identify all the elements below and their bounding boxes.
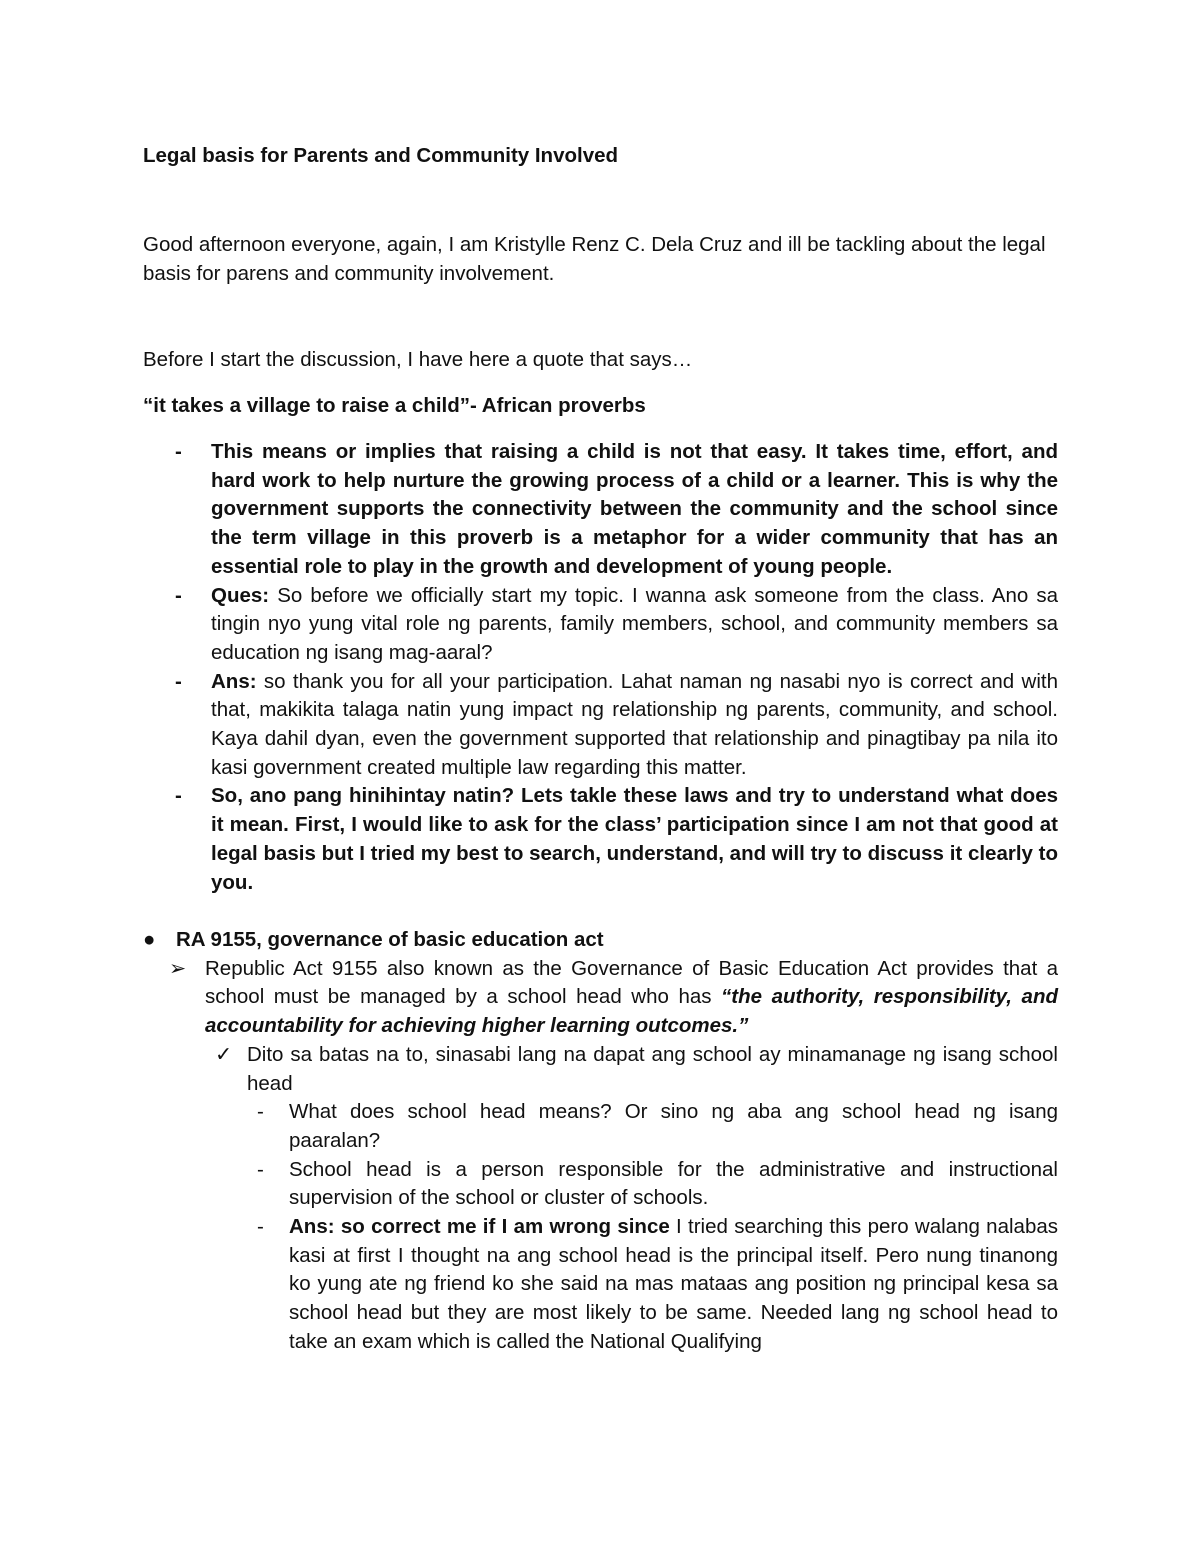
- list-item-text: What does school head means? Or sino ng aba ang school head ng isang paaralan?: [289, 1100, 1058, 1152]
- arrow-item-text: Republic Act 9155 also known as the Governance of Basic Education Act provides that a school must be managed by a school head who has: [205, 956, 1058, 1009]
- list-item: [143, 438, 1058, 582]
- dash-marker: -: [175, 440, 182, 463]
- list-item: [143, 1098, 1058, 1155]
- list-item: [143, 582, 1058, 668]
- dash-marker: -: [175, 784, 182, 808]
- list-item-text: I tried searching this pero walang nalabas kasi at first I thought na ang school head is the principal itself. Pero nung tinanong ko yung ate ng friend ko she said na mas mataas ang position ng principal kesa sa school head but they are most likely to be same. Needed lang ng school head to take an exam which is called the National Qualifying: [289, 1215, 1058, 1353]
- arrow-icon: ➢: [169, 956, 187, 980]
- before-paragraph: Before I start the discussion, I have here a quote that says…: [143, 348, 693, 371]
- dash-marker: -: [175, 583, 182, 607]
- list-item-lead: Ans: so correct me if I am wrong since: [289, 1215, 670, 1239]
- bullet-icon: ●: [143, 928, 156, 951]
- dash-marker: -: [257, 1215, 264, 1239]
- document-title: Legal basis for Parents and Community Involved: [143, 144, 619, 167]
- sub-dash-list: [143, 1098, 1058, 1356]
- list-item-text: So, ano pang hinihintay natin? Lets takle these laws and try to understand what does it mean. First, I would like to ask for the class’ participation since I am not that good at legal basis but I tried my best to search, understand, and will try to discuss it clearly to you.: [211, 784, 1058, 894]
- dash-marker: -: [257, 1157, 264, 1181]
- list-item: [143, 1156, 1058, 1213]
- list-item: [143, 1213, 1058, 1357]
- ra-9155-section: [143, 926, 1058, 1357]
- dash-list: [143, 438, 1058, 897]
- check-item-text: Dito sa batas na to, sinasabi lang na dapat ang school ay minamanage ng isang school head: [247, 1042, 1058, 1095]
- list-item-text: So before we officially start my topic. I wanna ask someone from the class. Ano sa tingin nyo yung vital role ng parents, family members, school, and community members sa education ng isang mag-aaral?: [211, 583, 1058, 664]
- list-item-lead: Ques:: [211, 583, 270, 607]
- list-item: [143, 668, 1058, 783]
- check-icon: ✓: [215, 1042, 233, 1066]
- section-heading-text: RA 9155, governance of basic education act: [176, 928, 604, 951]
- arrow-item: [143, 955, 1058, 1041]
- list-item-text: This means or implies that raising a child is not that easy. It takes time, effort, and hard work to help nurture the growing process of a child or a learner. This is why the government supports the connectivity between the community and the school since the term village in this proverb is a metaphor for a wider community that has an essential role to play in the growth and development of young people.: [211, 440, 1058, 578]
- list-item-lead: Ans:: [211, 669, 257, 693]
- quote-line: “it takes a village to raise a child”- African proverbs: [143, 394, 646, 417]
- arrow-item-quote: “the authority, responsibility, and accountability for achieving higher learning outcomes.”: [205, 985, 1058, 1038]
- list-item: [143, 782, 1058, 897]
- intro-paragraph: Good afternoon everyone, again, I am Kristylle Renz C. Dela Cruz and ill be tackling about the legal basis for parens and community involvement.: [143, 233, 1046, 285]
- section-heading: [143, 926, 1058, 955]
- list-item-text: School head is a person responsible for the administrative and instructional supervision of the school or cluster of schools.: [289, 1157, 1058, 1210]
- check-item: [143, 1041, 1058, 1098]
- dash-marker: -: [257, 1100, 264, 1124]
- list-item-text: so thank you for all your participation. Lahat naman ng nasabi nyo is correct and with that, makikita talaga natin yung impact ng relationship ng parents, community, and school. Kaya dahil dyan, even the government supported that relationship and pinagtibay pa nila ito kasi government created multiple law regarding this matter.: [211, 669, 1058, 779]
- dash-marker: -: [175, 669, 182, 693]
